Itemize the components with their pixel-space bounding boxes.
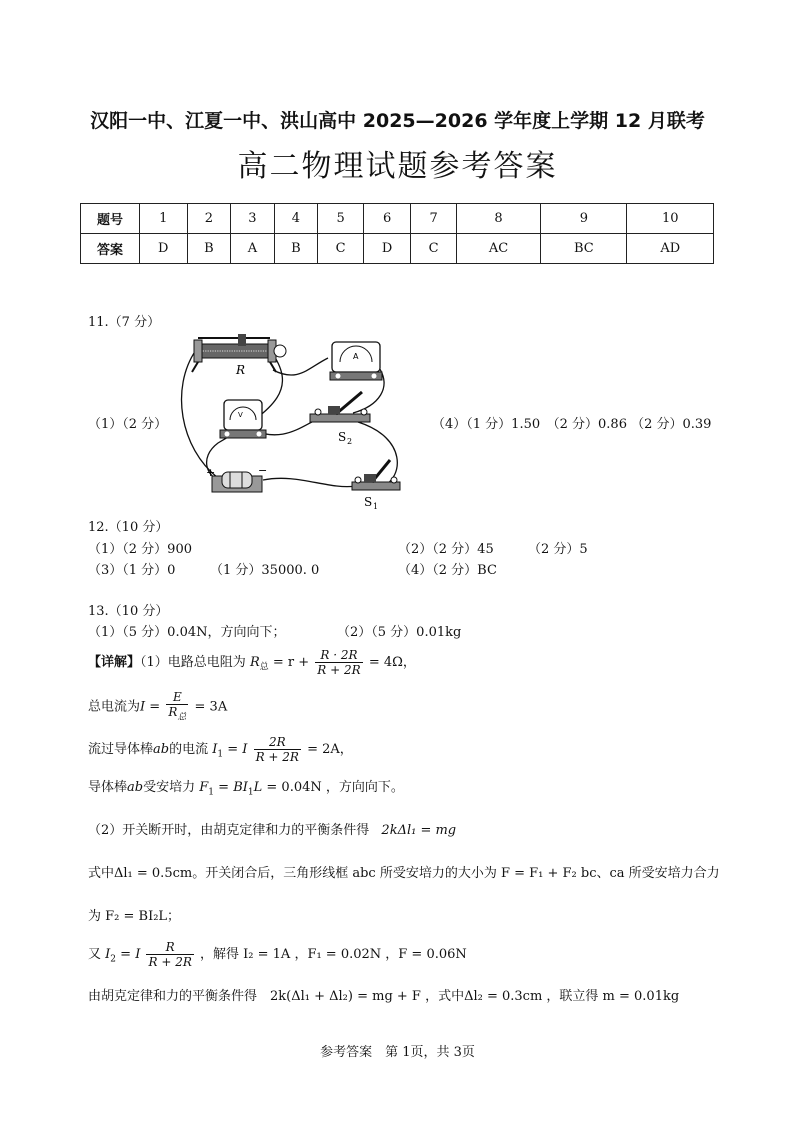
q11-title: 11.（7 分） xyxy=(88,315,161,330)
answer-cell: BC xyxy=(541,234,627,264)
answer-cell: AD xyxy=(627,234,714,264)
circuit-diagram xyxy=(178,328,413,514)
question-number: 3 xyxy=(231,204,274,234)
equation-result: = 3A xyxy=(194,699,228,715)
q13-detail-line-9: 由胡克定律和力的平衡条件得 2k(Δl₁ + Δl₂) = mg + F ，式中Δl₂ = 0.3cm ，联立得 m = 0.01kg xyxy=(88,989,680,1004)
label-s2-sub: 2 xyxy=(347,437,353,446)
q13-title: 13.（10 分） xyxy=(88,604,169,619)
q12-title: 12.（10 分） xyxy=(88,520,169,535)
fraction-denominator: R + 2R xyxy=(317,663,361,677)
ammeter-icon xyxy=(330,342,382,380)
switch-s1-icon xyxy=(352,460,400,490)
answer-table xyxy=(80,203,714,264)
question-number: 4 xyxy=(274,204,318,234)
answer-cell: A xyxy=(231,234,274,264)
label-r: R xyxy=(236,363,246,377)
fraction: $\frac{E}{R_总}$ xyxy=(168,690,187,723)
row-label-number: 题号 xyxy=(81,204,140,234)
question-number: 7 xyxy=(411,204,456,234)
table-row-numbers xyxy=(81,204,714,234)
equation-result: ，解得 I₂ = 1A ，F₁ = 0.02N ，F = 0.06N xyxy=(200,947,467,962)
answer-cell: C xyxy=(318,234,363,264)
q13-detail-line-7: 为 F₂ = BI₂L； xyxy=(88,909,181,924)
q11-part4: （4）（1 分）1.50 （2 分）0.86 （2 分）0.39 xyxy=(432,417,712,432)
switch-s2-icon xyxy=(310,392,370,422)
q13-detail-line-3: 流过导体棒ab的电流 $I_1 = I$ $\frac{2R}{R + 2R}$ = 2A， xyxy=(88,735,353,764)
label-plus: + xyxy=(206,466,216,479)
q12-answer-2: （2）（2 分）45 xyxy=(398,542,494,557)
q11-part1: （1）（2 分） xyxy=(88,417,168,432)
detail-text: 受安培力 xyxy=(143,780,196,795)
q12-answer-1: （1）（2 分）900 xyxy=(88,542,192,557)
document-title: 高二物理试题参考答案 xyxy=(237,149,558,184)
symbol-ab: ab xyxy=(153,742,170,757)
answer-cell: B xyxy=(187,234,231,264)
page-footer: 参考答案 第 1页，共 3页 xyxy=(320,1045,475,1060)
equation: 2kΔl₁ = mg xyxy=(381,823,457,838)
question-number: 10 xyxy=(627,204,714,234)
fraction-numerator: R xyxy=(146,940,193,955)
label-s1: S xyxy=(364,495,373,509)
question-number: 8 xyxy=(456,204,540,234)
equation-result: = 2A， xyxy=(307,742,353,757)
q13-detail-line-4: 导体棒ab受安培力 $F_1 = BI_1L = 0.04N$ ，方向向下。 xyxy=(88,780,404,798)
row-label-answer: 答案 xyxy=(81,234,140,264)
fraction-numerator: 2R xyxy=(254,735,301,750)
fraction-denominator: R + 2R xyxy=(255,750,299,764)
question-number: 1 xyxy=(140,204,188,234)
symbol-ab: ab xyxy=(127,780,144,795)
detail-text: （1）电路总电阻为 xyxy=(140,655,246,670)
voltmeter-icon xyxy=(220,400,266,438)
q12-answer-3: （3）（1 分）0 xyxy=(88,563,176,578)
q13-answer-2: （2）（5 分）0.01kg xyxy=(337,625,462,640)
q13-detail-line-6: 式中Δl₁ = 0.5cm。开关闭合后，三角形线框 abc 所受安培力的大小为 F = F₁ + F₂ bc、ca 所受安培力合力 xyxy=(88,866,720,881)
label-s2: S xyxy=(338,430,347,444)
detail-text: 又 xyxy=(88,947,102,962)
answer-cell: B xyxy=(274,234,318,264)
detail-text: 的电流 xyxy=(169,742,209,757)
q13-detail-line-1: 【详解】（1）电路总电阻为 $R_总 = r$ + $\frac{R \cdot 2R}{R + 2R}$ = 4Ω， xyxy=(88,648,416,677)
detail-text: 导体棒 xyxy=(88,780,128,795)
q13-answer-1: （1）（5 分）0.04N，方向向下； xyxy=(88,625,286,640)
equation-result: = 4Ω， xyxy=(368,655,416,670)
fraction xyxy=(315,648,362,677)
question-number: 5 xyxy=(318,204,363,234)
q12-answer-2b: （2 分）5 xyxy=(528,542,588,557)
battery-icon xyxy=(212,472,262,492)
detail-tag: 【详解】 xyxy=(88,655,141,670)
label-s1-sub: 1 xyxy=(373,502,379,511)
equation-part: = r + xyxy=(272,655,310,670)
answer-cell: D xyxy=(363,234,411,264)
question-number: 6 xyxy=(363,204,411,234)
q13-detail-line-8: 又 $I_2 = I$ $\frac{R}{R + 2R}$ ，解得 I₂ = 1A ，F₁ = 0.02N ，F = 0.06N xyxy=(88,940,467,969)
answer-cell: D xyxy=(140,234,188,264)
exam-header: 汉阳一中、江夏一中、洪山高中 2025—2026 学年度上学期 12 月联考 xyxy=(90,110,705,132)
q13-detail-line-5 xyxy=(88,819,456,838)
fraction xyxy=(146,940,193,969)
q12-answer-3b: （1 分）35000. 0 xyxy=(210,563,320,578)
question-number: 9 xyxy=(541,204,627,234)
answer-cell: C xyxy=(411,234,456,264)
fraction-numerator: R · 2R xyxy=(315,648,362,663)
answer-cell: AC xyxy=(456,234,540,264)
q12-answer-4: （4）（2 分）BC xyxy=(398,563,497,578)
detail-text: （2）开关断开时，由胡克定律和力的平衡条件得 xyxy=(88,823,370,838)
fraction-denominator: R + 2R xyxy=(148,955,192,969)
label-minus: − xyxy=(258,464,268,477)
detail-text: 流过导体棒 xyxy=(88,742,154,757)
table-row-answers xyxy=(81,234,714,264)
label-a: A xyxy=(353,352,359,361)
label-v: V xyxy=(238,411,243,419)
fraction xyxy=(254,735,301,764)
fraction-numerator: E xyxy=(166,690,188,705)
question-number: 2 xyxy=(187,204,231,234)
q13-detail-line-2: 总电流为I = $\frac{E}{R_总}$ = 3A xyxy=(88,690,228,723)
equation-result: = 0.04N ，方向向下。 xyxy=(266,780,404,795)
detail-text: 总电流为 xyxy=(88,699,141,715)
